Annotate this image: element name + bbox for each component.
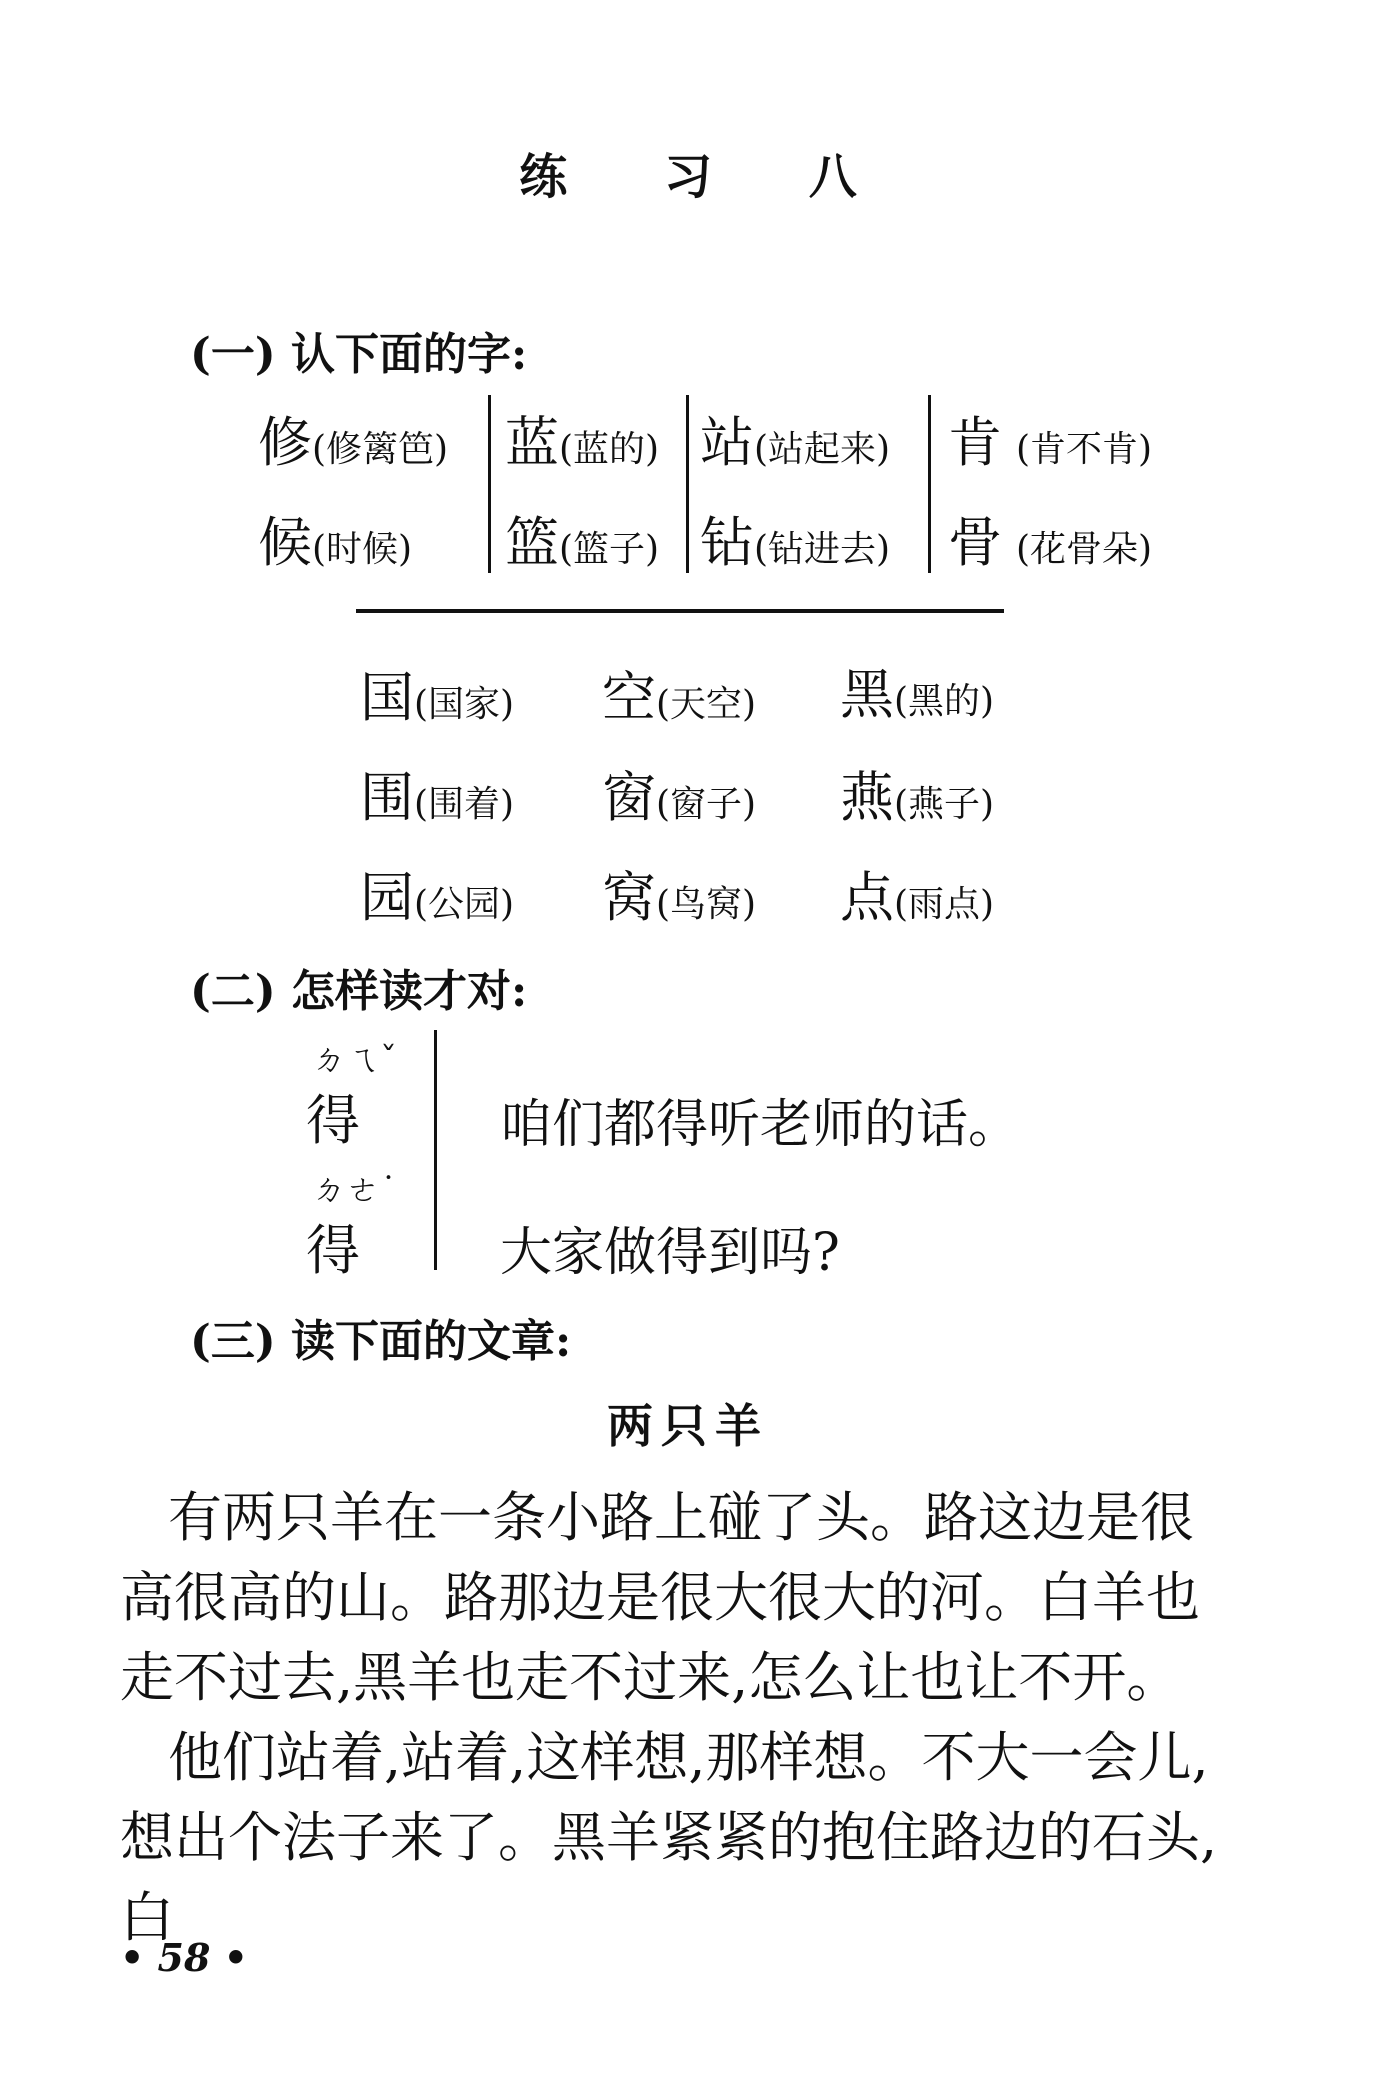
- pinyin-annotation: ㄉㄜ˙: [312, 1170, 397, 1210]
- grid-cell: [700, 400, 890, 477]
- grid-word: (时候): [312, 529, 413, 570]
- grid-char: 燕: [840, 766, 894, 829]
- grid-word: (修篱笆): [312, 429, 449, 470]
- grid-cell: [948, 400, 1152, 477]
- story-paragraph: 有两只羊在一条小路上碰了头。路这边是很高很高的山。路那边是很大很大的河。白羊也走不过去,黑羊也走不过来,怎么让也让不开。: [120, 1486, 1200, 1709]
- grid-word: (雨点): [894, 884, 995, 925]
- grid-char: 蓝: [505, 411, 559, 474]
- grid-char: 修: [258, 411, 312, 474]
- story-paragraph: 他们站着,站着,这样想,那样想。不大一会儿,想出个法子来了。黑羊紧紧的抱住路边的石头,白: [120, 1726, 1218, 1949]
- example-sentence: 咱们都得听老师的话。: [500, 1095, 1021, 1155]
- grid-cell: [602, 755, 756, 832]
- column-divider: [686, 395, 689, 573]
- grid-char: 点: [840, 866, 894, 929]
- grid-cell: [840, 755, 994, 832]
- page-number: • 58 •: [120, 1935, 248, 1980]
- grid-cell: [258, 500, 412, 577]
- page-title: 练 习 八: [519, 149, 897, 205]
- grid-cell: [360, 855, 514, 932]
- grid-word: (肯不肯): [1016, 429, 1153, 470]
- grid-cell: [505, 500, 659, 577]
- grid-char: 钻: [700, 511, 754, 574]
- grid-char: 空: [602, 666, 656, 729]
- grid-word: (钻进去): [754, 529, 891, 570]
- grid-word: (窗子): [656, 784, 757, 825]
- section-2-heading: (二) 怎样读才对:: [190, 966, 528, 1017]
- grid-cell: [700, 500, 890, 577]
- grid-cell: [360, 755, 514, 832]
- column-divider: [928, 395, 931, 573]
- grid-cell: [840, 652, 994, 729]
- column-divider: [488, 395, 491, 573]
- grid-word: (围着): [414, 784, 515, 825]
- grid-word: (天空): [656, 684, 757, 725]
- example-sentence: 大家做得到吗?: [500, 1223, 840, 1283]
- pinyin-annotation: ㄉㄟˇ: [312, 1040, 397, 1080]
- grid-char: 黑: [840, 663, 894, 726]
- story-body: [120, 1478, 1220, 1958]
- grid-word: (黑的): [894, 681, 995, 722]
- grid-word: (燕子): [894, 784, 995, 825]
- grid-char: 窗: [602, 766, 656, 829]
- grid-word: (公园): [414, 884, 515, 925]
- grid-char: 园: [360, 866, 414, 929]
- section-3-heading: (三) 读下面的文章:: [190, 1316, 572, 1367]
- grid-cell: [602, 655, 756, 732]
- target-char: 得: [306, 1089, 360, 1152]
- grid-char: 窝: [602, 866, 656, 929]
- grid-cell: [258, 400, 448, 477]
- grid-word: (站起来): [754, 429, 891, 470]
- grid-char: 肯: [948, 411, 1002, 474]
- grid-char: 候: [258, 511, 312, 574]
- grid-cell: [948, 500, 1152, 577]
- grid-cell: [840, 855, 994, 932]
- grid-word: (篮子): [559, 529, 660, 570]
- grid-char: 篮: [505, 511, 559, 574]
- grid-cell: [505, 400, 659, 477]
- grid-word: (国家): [414, 684, 515, 725]
- column-divider: [434, 1030, 437, 1270]
- section-1-heading: (一) 认下面的字:: [190, 329, 528, 380]
- grid-cell: [602, 855, 756, 932]
- section-divider: [356, 609, 1004, 613]
- grid-char: 骨: [948, 511, 1002, 574]
- grid-char: 围: [360, 766, 414, 829]
- grid-word: (蓝的): [559, 429, 660, 470]
- grid-cell: [360, 655, 514, 732]
- story-title: 两只羊: [607, 1399, 769, 1453]
- grid-word: (鸟窝): [656, 884, 757, 925]
- target-char: 得: [306, 1219, 360, 1282]
- grid-char: 站: [700, 411, 754, 474]
- grid-word: (花骨朵): [1016, 529, 1153, 570]
- grid-char: 国: [360, 666, 414, 729]
